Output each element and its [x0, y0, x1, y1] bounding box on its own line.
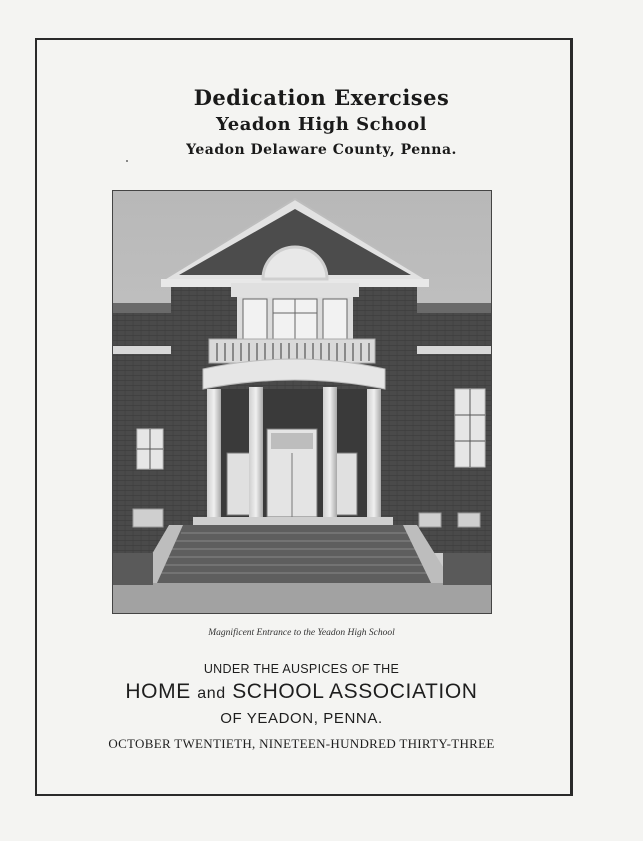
ink-speck [126, 160, 128, 162]
dedication-title: Dedication Exercises [193, 85, 450, 110]
title-block [0, 84, 643, 162]
school-location: Yeadon Delaware County, Penna. [186, 142, 457, 158]
association-and: and [197, 685, 226, 702]
photo-caption: Magnificent Entrance to the Yeadon High School [208, 628, 395, 638]
dedication-date: OCTOBER TWENTIETH, NINETEEN-HUNDRED THIRTY-THREE [108, 736, 495, 751]
association-home: HOME [125, 680, 191, 703]
association-name [0, 678, 603, 708]
school-building-illustration [113, 191, 491, 613]
auspices-line: UNDER THE AUSPICES OF THE [203, 662, 400, 676]
auspices-block [0, 660, 603, 730]
entrance-photo [112, 190, 492, 614]
association-location: OF YEADON, PENNA. [220, 710, 383, 727]
school-name: Yeadon High School [215, 114, 428, 135]
association-school: SCHOOL ASSOCIATION [232, 680, 478, 703]
